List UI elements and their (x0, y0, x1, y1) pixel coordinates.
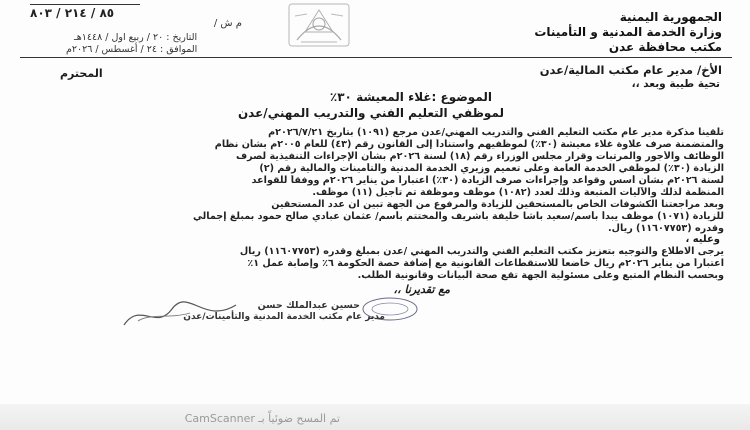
paragraph-3 (24, 246, 724, 282)
ministry-name: وزارة الخدمة المدنية و التأمينات (534, 25, 722, 39)
ref-underline (30, 4, 140, 5)
addressee: الأخ/ مدير عام مكتب المالية/عدن (539, 63, 722, 77)
text-line: للزيادة (١٠٧١) موظف يبدأ بأسم/سعيد باشا خليفة باشريف والمختتم بأسم/ عثمان عبادي صالح حمود بمبلغ إجمالي (192, 211, 724, 222)
date-gregorian: الموافق : ٢٤ / أغسطس / ٢٠٢٦م (66, 44, 198, 55)
closing-line: مع تقديرنا ،، (393, 283, 450, 296)
therefore-label: وعليه ، (685, 234, 720, 245)
text-line: الوظائف والأجور والمرتبات وقرار مجلس الوزراء رقم (١٨) لسنة ٢٠٢٦م بشأن الإجراءات التنفيذية لصرف (235, 151, 724, 162)
text-line: وبحسب النظام المتبع وعلى مسئولية الجهة تقع صحة البيانات وقانونية الطلب. (357, 270, 724, 281)
page-fold (0, 404, 750, 430)
signatory-title: مدير عام مكتب الخدمة المدنية والتأمينات/عدن (183, 312, 385, 322)
greeting: تحية طيبة وبعد ،، (631, 78, 720, 90)
text-line: وبعد مراجعتنا الكشوفات الخاص بالمستحقين للزيادة والمرفوع من الجهة تبين ان عدد المستحقين (271, 199, 724, 210)
text-line: الزيادة (٣٠٪) لموظفي الخدمة العامة وعلى تعميم وزيري الخدمة المدنية والتأمينات والمالية رقم (٢) (259, 163, 724, 174)
scanner-footer: تم المسح ضوئياً بـ CamScanner (184, 412, 340, 425)
text-line: يرجى الاطلاع والتوجيه بتعزيز مكتب التعليم الفني والتدريب المهني /عدن بمبلغ وقدره (١١٦٠٧٧٥٣) ريال (239, 246, 724, 257)
paragraph-1 (24, 127, 724, 199)
subject-line-2: لموظفي التعليم الفني والتدريب المهني/عدن (237, 106, 504, 120)
reference-label: م ش / (213, 18, 242, 29)
text-line: اعتباراً من يناير ٢٠٢٦م ريال خاضعاً للاستقطاعات القانونية مع إضافة حصة الحكومة ٦٪ وإصابة عمل ١٪ (247, 258, 724, 269)
text-line: المنظمة لذلك والآليات المتبعة وذلك لعدد (١٠٨٢) موظف وموظفة تم تأجيل (١١) موظف. (312, 187, 724, 198)
country-name: الجمهورية اليمنية (619, 10, 722, 24)
text-line: لسنة ٢٠٢٦م بشأن أسس وقواعد وإجراءات صرف الزيادة (٣٠٪) اعتباراً من يناير ٢٠٢٦م ووفقاً للقواعد (251, 175, 724, 186)
respected-label: المحترم (60, 67, 103, 80)
reference-number: ٨٥ / ٢١٤ / ٨٠٣ (30, 6, 115, 20)
letterhead (534, 10, 722, 55)
subject-line: الموضوع :غلاء المعيشة ٣٠٪ (329, 90, 492, 104)
office-name: مكتب محافظة عدن (608, 40, 722, 54)
signatory-name: حسين عبدالملك حسن (257, 300, 360, 311)
header-divider (20, 57, 732, 58)
date-hijri: التاريخ : ٢٠ / ربيع اول / ١٤٤٨هـ (74, 32, 198, 43)
text-line: وقدره (١١٦٠٧٧٥٣) ريال. (608, 223, 724, 234)
text-line: والمتضمنة صرف علاوة غلاء معيشة (٣٠٪) لموظفيهم واستناداً إلى القانون رقم (٤٣) للعام ٢٠٠٥م بشأن نظام (214, 139, 724, 150)
paragraph-2 (24, 199, 724, 235)
text-line: تلقينا مذكرة مدير عام مكتب التعليم الفني والتدريب المهني/عدن مرجع (١٠٩١) بتاريخ ٢٠٢٦/٧/٢١م (268, 127, 724, 138)
yemen-emblem-icon (287, 2, 351, 48)
